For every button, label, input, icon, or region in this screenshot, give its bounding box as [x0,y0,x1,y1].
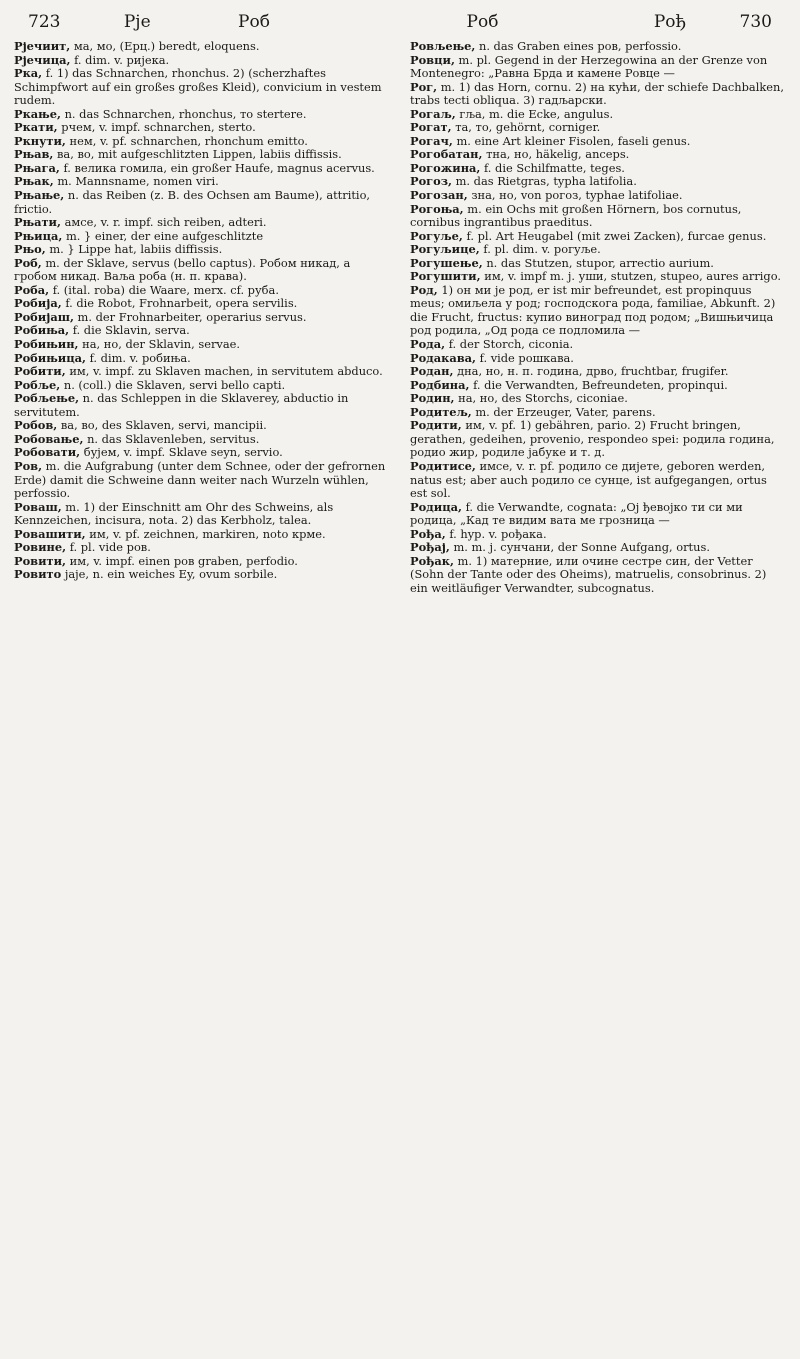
entry-headword: Родитељ, [410,404,472,419]
dictionary-entry [14,284,390,298]
entry-definition: m. } Lippe hat, labiis diffissis. [49,242,223,257]
dictionary-entry [410,406,786,420]
entry-headword: Рог, [410,79,438,94]
entry-headword: Робијаш, [14,309,74,324]
entry-definition: f. hyp. v. рођака. [449,526,547,541]
dictionary-entry [14,338,390,352]
entry-headword: Ровљење, [410,39,476,53]
entry-headword: Родан, [410,364,454,379]
dictionary-entry [410,419,786,460]
entry-definition: f. die Sklavin, serva. [72,323,190,338]
dictionary-entry [410,352,786,366]
entry-headword: Родица, [410,499,462,514]
entry-definition: f. vide рошкава. [479,350,574,365]
entry-definition: нем, v. pf. schnarchen, rhonchum emitto. [69,133,308,148]
entry-definition: та, то, gehörnt, corniger. [455,120,601,135]
dictionary-entry [410,148,786,162]
dictionary-entry [14,108,390,122]
entry-headword: Ровашити, [14,526,86,541]
entry-headword: Рогоз, [410,174,452,189]
entry-headword: Рођак, [410,553,454,568]
entry-definition: ма, мо, (Ерц.) beredt, eloquens. [73,39,260,53]
entry-definition: ва, во, mit aufgeschlitzten Lippen, labiis diffissis. [57,147,342,162]
left-page-number: 723 [28,12,61,32]
dictionary-entry [410,203,786,230]
entry-definition: им, v. pf. zeichnen, markiren, noto крме. [89,526,326,541]
entry-headword: Ркнути, [14,133,66,148]
dictionary-entry [14,162,390,176]
entry-definition: на, но, des Storchs, ciconiae. [458,391,628,406]
entry-headword: Рњав, [14,147,54,162]
dictionary-entry [14,175,390,189]
right-guide-word: Рођ [653,12,687,32]
dictionary-entry [14,528,390,542]
entry-definition: m. der Frohnarbeiter, operarius servus. [77,309,307,324]
entry-headword: Рка, [14,66,43,81]
entry-headword: Родбина, [410,377,470,392]
dictionary-entry [410,81,786,108]
dictionary-entry [14,257,390,284]
dictionary-entry [410,189,786,203]
entry-definition: имсе, v. r. pf. родило се дијете, geboren werden, natus est; aber auch родило се сунце, ist aufgegangen, ortus est sol. [410,458,767,501]
dictionary-entry [410,54,786,81]
dictionary-entry [14,121,390,135]
entry-definition: n. das Sklavenleben, servitus. [87,431,260,446]
dictionary-entry [410,501,786,528]
dictionary-entry [14,148,390,162]
entry-headword: Рогуље, [410,228,463,243]
dictionary-entry [14,54,390,68]
entry-definition: n. (coll.) die Sklaven, servi bello capti. [63,377,286,392]
dictionary-entry [410,243,786,257]
entry-definition: n. das Graben eines ров, perfossio. [478,39,682,53]
entry-definition: jaje, n. ein weiches Ey, ovum sorbile. [64,567,278,582]
dictionary-entry [410,40,786,54]
entry-definition: f. die Verwandten, Befreundeten, propinqui. [473,377,728,392]
entry-definition: на, но, der Sklavin, servae. [82,337,240,352]
entry-definition: n. das Reiben (z. B. des Ochsen am Baume), attritio, frictio. [14,188,371,216]
entry-headword: Робиња, [14,323,70,338]
entry-definition: n. das Stutzen, stupor, arrectio aurium. [486,255,714,270]
entry-headword: Роб, [14,255,42,270]
entry-definition: ва, во, des Sklaven, servi, mancipii. [60,418,267,433]
entry-headword: Робињин, [14,337,79,352]
dictionary-entry [14,352,390,366]
entry-definition: рчем, v. impf. schnarchen, sterto. [61,120,256,135]
entry-definition: n. das Schleppen in die Sklaverey, abductio in servitutem. [14,391,349,419]
entry-headword: Рјечиит, [14,39,71,53]
entry-definition: f. dim. v. робиња. [89,350,191,365]
entry-headword: Рњање, [14,188,65,203]
entry-headword: Рогоња, [410,201,464,216]
dictionary-entry [410,108,786,122]
entry-definition: им, v. impf. einen ров graben, perfodio. [69,553,298,568]
dictionary-entry [14,324,390,338]
entry-definition: m. der Sklave, servus (bello captus). Робом никад, а гробом никад. Ваља роба (н. п. крава). [14,255,351,284]
dictionary-entry [410,175,786,189]
entry-definition: им, v. impf. zu Sklaven machen, in servitutem abduco. [69,364,383,379]
entry-headword: Ров, [14,458,43,473]
entry-headword: Рогаљ, [410,106,456,121]
entry-headword: Родитисе, [410,458,476,473]
entry-definition: f. die Schilfmatte, teges. [484,160,625,175]
dictionary-entry [14,311,390,325]
right-column [410,40,786,595]
dictionary-entry [410,379,786,393]
dictionary-entry [14,541,390,555]
dictionary-entry [14,216,390,230]
dictionary-entry [410,135,786,149]
entry-definition: гља, m. die Ecke, angulus. [459,106,614,121]
entry-definition: n. das Schnarchen, rhonchus, то stertere. [64,106,307,121]
dictionary-entry [14,365,390,379]
dictionary-entry [410,284,786,338]
dictionary-entry [14,501,390,528]
entry-headword: Ркати, [14,120,58,135]
entry-definition: f. 1) das Schnarchen, rhonchus. 2) (scherzhaftes Schimpfwort auf ein großes großes Kleid), convicium in vestem rudem. [14,66,382,108]
entry-definition: им, v. pf. 1) gebähren, pario. 2) Frucht bringen, gerathen, gedeihen, provenio, respondeo spei: родила година, родио жир, родиле јабуке и т. д. [410,418,775,460]
entry-definition: m. 1) der Einschnitt am Ohr des Schweins, als Kennzeichen, incisura, nota. 2) das Kerbholz, talea. [14,499,334,528]
dictionary-entry [410,162,786,176]
dictionary-entry [410,555,786,596]
entry-definition: f. pl. vide ров. [69,540,151,555]
entry-headword: Рогобатан, [410,147,483,162]
entry-headword: Роба, [14,282,50,297]
entry-definition: m. ein Ochs mit großen Hörnern, bos cornutus, cornibus ingrantibus praeditus. [410,201,742,230]
entry-headword: Рјечица, [14,52,71,67]
entry-definition: им, v. impf m. j. уши, stutzen, stupeo, aures arrigo. [484,269,781,284]
entry-headword: Ркање, [14,106,61,121]
dictionary-entry [14,67,390,108]
entry-definition: 1) он ми је род, er ist mir befreundet, est propinquus meus; омиљела у род; господскога рода, familiae, Abkunft. 2) die Frucht, fructus: купио виноград под родом; „Вишњичица род родила, „Од рода се подломила — [410,282,776,338]
entry-definition: m. m. j. сунчани, der Sonne Aufgang, ortus. [453,540,710,555]
entry-headword: Рњага, [14,160,60,175]
entry-headword: Ровци, [410,52,455,67]
entry-headword: Рода, [410,337,446,352]
left-guide-word: Рје [123,12,151,32]
entry-headword: Робити, [14,364,66,379]
entry-headword: Родакава, [410,350,477,365]
entry-definition: амсе, v. r. impf. sich reiben, adteri. [64,215,267,230]
dictionary-entry [14,446,390,460]
entry-headword: Родити, [410,418,462,433]
entry-definition: зна, но, von рогоз, typhae latifoliae. [471,188,683,203]
entry-definition: f. dim. v. ријека. [74,52,170,67]
dictionary-entry [410,541,786,555]
entry-headword: Рњати, [14,215,61,230]
dictionary-entry [410,528,786,542]
entry-headword: Рогуљице, [410,242,480,257]
entry-headword: Род, [410,282,438,297]
dictionary-entry [14,189,390,216]
dictionary-entry [14,460,390,501]
entry-definition: f. die Verwandte, cognata: „Oj ђевојко ти си ми родица, „Кад те видим вата ме грозница — [410,499,743,528]
entry-headword: Рогат, [410,120,452,135]
right-head-word: Роб [466,12,499,32]
dictionary-entry [410,460,786,501]
entry-headword: Рогач, [410,133,453,148]
entry-headword: Робија, [14,296,62,311]
columns [14,40,786,595]
left-column [14,40,390,595]
entry-definition: f. pl. dim. v. рогуље. [483,242,601,257]
entry-headword: Робовати, [14,445,81,460]
dictionary-entry [410,338,786,352]
dictionary-entry [14,568,390,582]
entry-headword: Ровити, [14,553,66,568]
dictionary-entry [410,365,786,379]
entry-definition: m. } einer, der eine aufgeschlitzte [65,228,264,243]
entry-definition: дна, но, н. п. година, дрво, fruchtbar, frugifer. [457,364,729,379]
entry-definition: бујем, v. impf. Sklave seyn, servio. [83,445,283,460]
entry-definition: m. Mannsname, nomen viri. [57,174,219,189]
entry-headword: Рогожина, [410,160,481,175]
entry-definition: m. pl. Gegend in der Herzegowina an der Grenze von Montenegro: „Равна Брда и камене Ровце — [410,52,768,81]
entry-definition: f. der Storch, ciconia. [448,337,574,352]
entry-headword: Роваш, [14,499,62,514]
entry-headword: Робљење, [14,391,80,406]
entry-headword: Рњица, [14,228,63,243]
dictionary-entry [14,379,390,393]
entry-definition: m. 1) das Horn, cornu. 2) на кући, der schiefe Dachbalken, trabs tecti obliqua. 3) гадљарски. [410,79,784,108]
dictionary-entry [410,257,786,271]
entry-headword: Рогушити, [410,269,481,284]
entry-headword: Рњак, [14,174,54,189]
entry-headword: Робов, [14,418,58,433]
entry-definition: f. велика гомила, ein großer Haufe, magnus acervus. [63,160,375,175]
dictionary-entry [14,555,390,569]
dictionary-entry [14,243,390,257]
entry-definition: f. (ital. roba) die Waare, merx. cf. руба. [52,282,279,297]
entry-definition: f. pl. Art Heugabel (mit zwei Zacken), furcae genus. [466,228,767,243]
entry-headword: Робовање, [14,431,84,446]
dictionary-entry [14,419,390,433]
dictionary-entry [14,230,390,244]
dictionary-entry [410,270,786,284]
page-header [14,10,786,40]
right-running-head [467,12,772,32]
dictionary-entry [14,40,390,54]
dictionary-entry [410,121,786,135]
entry-headword: Робињица, [14,350,86,365]
entry-headword: Ровине, [14,540,67,555]
entry-headword: Рођа, [410,526,446,541]
entry-definition: тна, но, häkelig, anceps. [486,147,630,162]
dictionary-entry [14,135,390,149]
entry-headword: Родин, [410,391,455,406]
right-page-number: 730 [739,12,772,32]
left-head-word: Роб [238,12,270,32]
entry-headword: Рњо, [14,242,46,257]
entry-definition: m. das Rietgras, typha latifolia. [455,174,637,189]
entry-definition: f. die Robot, Frohnarbeit, opera servilis. [65,296,298,311]
dictionary-entry [14,392,390,419]
dictionary-entry [14,297,390,311]
entry-headword: Рођај, [410,540,450,555]
entry-definition: m. eine Art kleiner Fisolen, faseli genus. [456,133,691,148]
entry-headword: Робље, [14,377,61,392]
entry-headword: Рогушење, [410,255,483,270]
entry-definition: m. 1) матерние, или очине сестре син, der Vetter (Sohn der Tante oder des Oheims), matruelis, consobrinus. 2) ein weitläufiger Verwandter, subcognatus. [410,553,767,595]
dictionary-entry [410,230,786,244]
entry-definition: m. die Aufgrabung (unter dem Schnee, oder der gefrornen Erde) damit die Schweine dann weiter nach Wurzeln wühlen, perfossio. [14,458,386,501]
entry-headword: Ровито [14,567,62,582]
entry-definition: m. der Erzeuger, Vater, parens. [475,404,656,419]
dictionary-entry [410,392,786,406]
entry-headword: Рогозан, [410,188,468,203]
left-running-head [28,12,270,32]
dictionary-entry [14,433,390,447]
